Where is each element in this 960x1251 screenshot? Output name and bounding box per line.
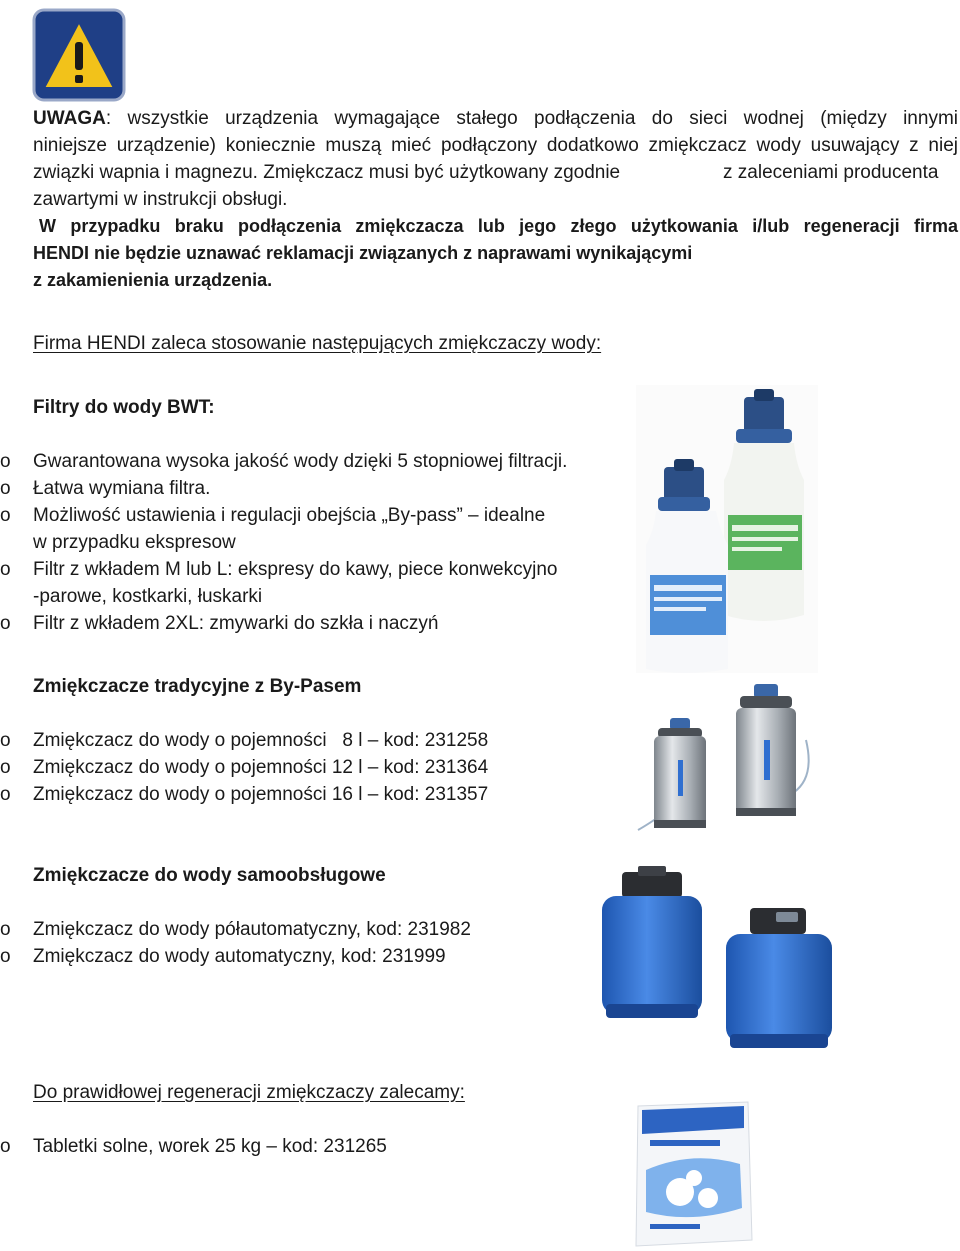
warning-bold-line-1: W przypadku braku podłączenia zmiękczacza lub jego złego użytkowania i/lub regeneracji firma xyxy=(39,216,958,236)
warning-bold-line-3: z zakamienienia urządzenia. xyxy=(33,270,273,290)
list-item: Zmiękczacz do wody półautomatyczny, kod: 231982 xyxy=(33,919,471,940)
traditional-heading: Zmiękczacze tradycyjne z By-Pasem xyxy=(33,676,362,697)
list-item: Tabletki solne, worek 25 kg – kod: 231265 xyxy=(33,1136,387,1157)
list-item: Filtr z wkładem 2XL: zmywarki do szkła i naczyń xyxy=(33,613,439,634)
list-item: Gwarantowana wysoka jakość wody dzięki 5 stopniowej filtracji. xyxy=(33,451,568,472)
bwt-filters-image xyxy=(636,385,818,673)
list-bullet: o xyxy=(0,478,11,499)
blue-softeners-image xyxy=(592,864,848,1054)
bwt-list xyxy=(0,448,620,648)
selfservice-heading: Zmiękczacze do wody samoobsługowe xyxy=(33,865,386,886)
warning-line-4: zawartymi w instrukcji obsługi. xyxy=(33,189,288,210)
stainless-softeners-image xyxy=(636,680,818,836)
selfservice-list xyxy=(0,916,600,970)
bwt-heading: Filtry do wody BWT: xyxy=(33,397,215,418)
list-item: Zmiękczacz do wody automatyczny, kod: 231999 xyxy=(33,946,446,967)
list-bullet: o xyxy=(0,1136,11,1157)
list-item: Łatwa wymiana filtra. xyxy=(33,478,211,499)
list-bullet: o xyxy=(0,559,11,580)
regeneration-heading: Do prawidłowej regeneracji zmiękczaczy zalecamy: xyxy=(33,1082,465,1103)
warning-label: UWAGA xyxy=(33,108,106,129)
list-bullet: o xyxy=(0,919,11,940)
list-bullet: o xyxy=(0,451,11,472)
warning-line-3-right: z zaleceniami producenta xyxy=(723,162,939,183)
traditional-list xyxy=(0,727,600,808)
list-item: Zmiękczacz do wody o pojemności 16 l – kod: 231357 xyxy=(33,784,489,805)
list-bullet: o xyxy=(0,784,11,805)
list-bullet: o xyxy=(0,730,11,751)
list-item-continuation: -parowe, kostkarki, łuskarki xyxy=(33,586,263,607)
warning-text: : wszystkie urządzenia wymagające stałego podłączenia do sieci wodnej (między innymi xyxy=(105,108,958,129)
list-bullet: o xyxy=(0,613,11,634)
list-item: Zmiękczacz do wody o pojemności 12 l – kod: 231364 xyxy=(33,757,489,778)
warning-bold-line-2: HENDI nie będzie uznawać reklamacji związanych z naprawami wynikającymi xyxy=(33,243,693,263)
list-item: Filtr z wkładem M lub L: ekspresy do kawy, piece konwekcyjno xyxy=(33,559,558,580)
list-item: Zmiękczacz do wody o pojemności 8 l – kod: 231258 xyxy=(33,730,489,751)
warning-line-3-left: związki wapnia i magnezu. Zmiękczacz musi być użytkowany zgodnie xyxy=(33,162,621,183)
list-item: Możliwość ustawienia i regulacji obejścia „By-pass” – idealne xyxy=(33,505,546,526)
regeneration-list xyxy=(0,1133,600,1160)
warning-line-2: niniejsze urządzenie) koniecznie muszą mieć podłączony dodatkowo zmiękczacz wody usuwający z niej xyxy=(33,135,958,156)
list-item-continuation: w przypadku ekspresow xyxy=(33,532,236,553)
warning-icon xyxy=(32,8,126,102)
salt-bag-image xyxy=(632,1100,754,1248)
list-bullet: o xyxy=(0,757,11,778)
list-bullet: o xyxy=(0,505,11,526)
list-bullet: o xyxy=(0,946,11,967)
recommendation-heading: Firma HENDI zaleca stosowanie następujących zmiękczaczy wody: xyxy=(33,333,602,354)
warning-line-1 xyxy=(33,105,958,132)
